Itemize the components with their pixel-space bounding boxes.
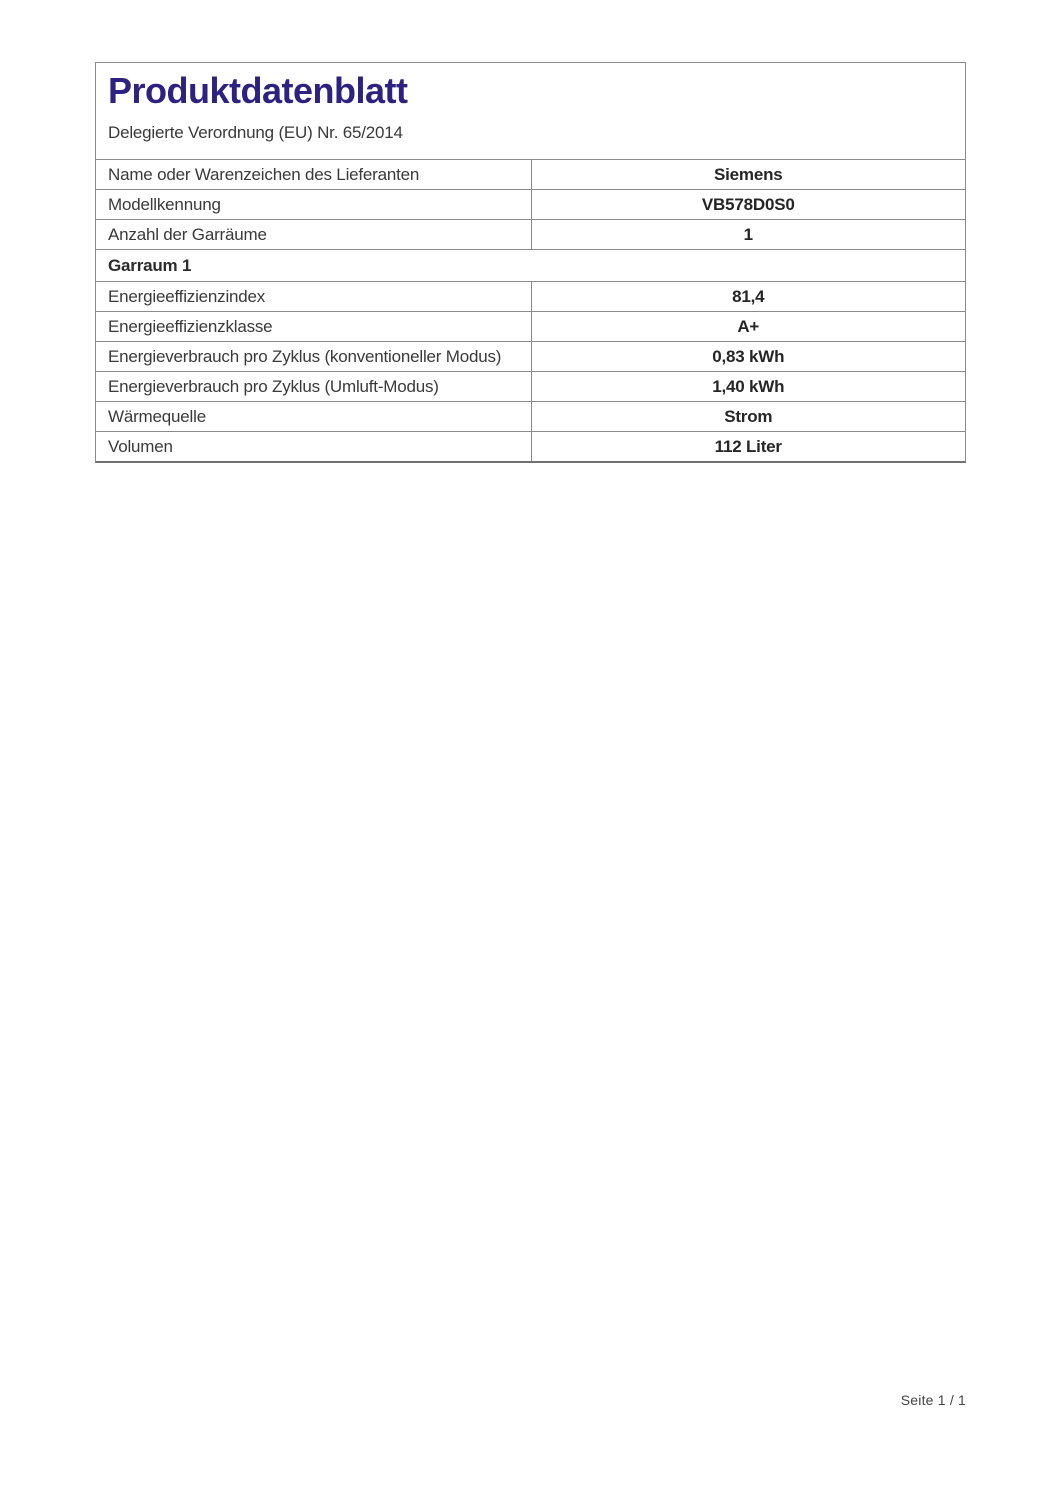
table-row-supplier: [96, 159, 965, 189]
row-label: Name oder Warenzeichen des Lieferanten: [108, 164, 420, 184]
row-label: Wärmequelle: [108, 406, 206, 426]
datasheet-header-cell: [96, 63, 965, 159]
product-datasheet-table: [95, 62, 966, 463]
table-row-cavity-count: [96, 219, 965, 249]
section-label: Garraum 1: [108, 256, 192, 275]
row-label: Volumen: [108, 436, 173, 456]
page-title: Produktdatenblatt: [108, 70, 408, 111]
table-row-energy-efficiency-class: [96, 311, 965, 341]
row-value: 0,83 kWh: [531, 342, 966, 371]
row-label: Anzahl der Garräume: [108, 224, 267, 244]
row-value: 1,40 kWh: [531, 372, 966, 401]
row-value: 112 Liter: [531, 432, 966, 461]
row-value: Siemens: [531, 160, 966, 189]
row-label: Modellkennung: [108, 194, 221, 214]
page-number-indicator: Seite 1 / 1: [900, 1392, 966, 1408]
row-label: Energieeffizienzindex: [108, 286, 266, 306]
row-value: VB578D0S0: [531, 190, 966, 219]
row-label: Energieverbrauch pro Zyklus (Umluft-Modus): [108, 376, 439, 396]
row-value: 81,4: [531, 282, 966, 311]
table-row-energy-fan: [96, 371, 965, 401]
row-value: Strom: [531, 402, 966, 431]
table-row-energy-efficiency-index: [96, 281, 965, 311]
row-label: Energieeffizienzklasse: [108, 316, 273, 336]
row-value: 1: [531, 220, 966, 249]
table-row-model: [96, 189, 965, 219]
row-label: Energieverbrauch pro Zyklus (konventioneller Modus): [108, 346, 502, 366]
table-row-volume: [96, 431, 965, 461]
table-row-energy-conventional: [96, 341, 965, 371]
table-row-heat-source: [96, 401, 965, 431]
table-section-row-garraum-1: [96, 249, 965, 281]
row-value: A+: [531, 312, 966, 341]
page-subtitle: Delegierte Verordnung (EU) Nr. 65/2014: [108, 123, 403, 143]
